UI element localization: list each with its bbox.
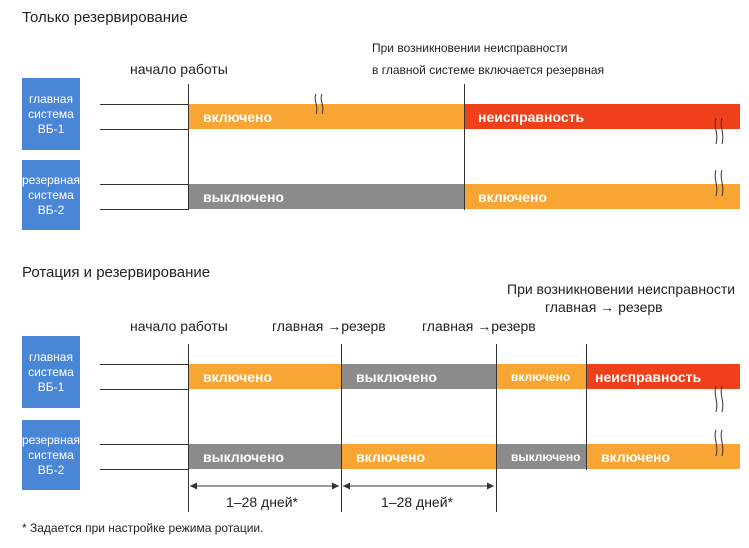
- interval2-label: 1–28 дней*: [381, 494, 453, 510]
- section1-title: Только резервирование: [22, 9, 188, 26]
- switch2-from: главная: [422, 318, 474, 334]
- section2-main-bar-2: выключено: [342, 364, 496, 389]
- section1-main-system-line2: система: [28, 106, 74, 121]
- section2-main-system-line2: система: [28, 364, 74, 379]
- section2-fault-note-line1: При возникновении неисправности: [507, 281, 736, 297]
- section1-main-fault-bar: неисправность: [464, 104, 740, 129]
- section2-fault-note-line2: главная → резерв: [545, 299, 663, 315]
- section1-backup-off-bar: выключено: [189, 184, 464, 209]
- section2-switch1-label: [272, 318, 386, 334]
- section1-start-label: начало работы: [130, 61, 228, 77]
- section2-backup-bottom-line: [100, 469, 188, 470]
- section2-main-bar-1: включено: [189, 364, 341, 389]
- section1-main-system-line1: главная: [29, 91, 73, 106]
- section2-start-label: начало работы: [130, 318, 228, 334]
- break-mark-icon: [712, 168, 728, 198]
- section2-title: Ротация и резервирование: [22, 264, 211, 281]
- section1-backup-system-line1: резервная: [22, 172, 80, 187]
- section1-main-system-line3: ВБ-1: [37, 121, 65, 136]
- section2-main-bar-4: неисправность: [587, 364, 740, 389]
- section2-backup-bar-4: включено: [587, 444, 740, 469]
- section2-main-system-line3: ВБ-1: [37, 379, 65, 394]
- switch2-to: резерв: [491, 318, 536, 334]
- switch1-from: главная: [272, 318, 324, 334]
- break-mark-icon: [712, 116, 728, 146]
- section1-backup-system-line3: ВБ-2: [37, 202, 65, 217]
- section1-main-on-bar: включено: [189, 104, 464, 129]
- section2-backup-system-line2: система: [28, 447, 74, 462]
- section2-switch2-label: [422, 318, 536, 334]
- section2-backup-system-box: [22, 420, 80, 490]
- section1-main-system-box: [22, 78, 80, 150]
- section1-start-marker: [188, 84, 189, 210]
- section2-backup-bar-3: выключено: [497, 444, 586, 469]
- section2-main-bottom-line: [100, 389, 188, 390]
- section2-backup-system-line1: резервная: [22, 432, 80, 447]
- section2-fault-marker: [586, 344, 587, 470]
- footnote: * Задается при настройке режима ротации.: [22, 521, 264, 535]
- break-mark-icon: [312, 92, 328, 118]
- section1-fault-note-line1: При возникновении неисправности: [372, 41, 568, 55]
- section1-backup-system-box: [22, 160, 80, 230]
- section2-main-bar-3: включено: [497, 364, 586, 389]
- break-mark-icon: [712, 384, 728, 414]
- section2-backup-system-line3: ВБ-2: [37, 462, 65, 477]
- section1-main-bottom-line: [100, 129, 188, 130]
- section2-main-system-line1: главная: [29, 349, 73, 364]
- section1-backup-bottom-line: [100, 209, 188, 210]
- break-mark-icon: [712, 428, 728, 458]
- section1-fault-marker: [464, 84, 465, 210]
- section1-backup-on-bar: включено: [464, 184, 740, 209]
- section2-main-system-box: [22, 336, 80, 408]
- section1-backup-system-line2: система: [28, 187, 74, 202]
- section2-backup-bar-1: выключено: [189, 444, 341, 469]
- switch1-to: резерв: [341, 318, 386, 334]
- section2-backup-bar-2: включено: [342, 444, 496, 469]
- section1-fault-note-line2: в главной системе включается резервная: [372, 63, 605, 77]
- switch2-arrow-icon: →: [477, 318, 492, 334]
- interval1-label: 1–28 дней*: [226, 494, 298, 510]
- interval-arrows-icon: [188, 480, 498, 492]
- switch1-arrow-icon: →: [327, 318, 342, 334]
